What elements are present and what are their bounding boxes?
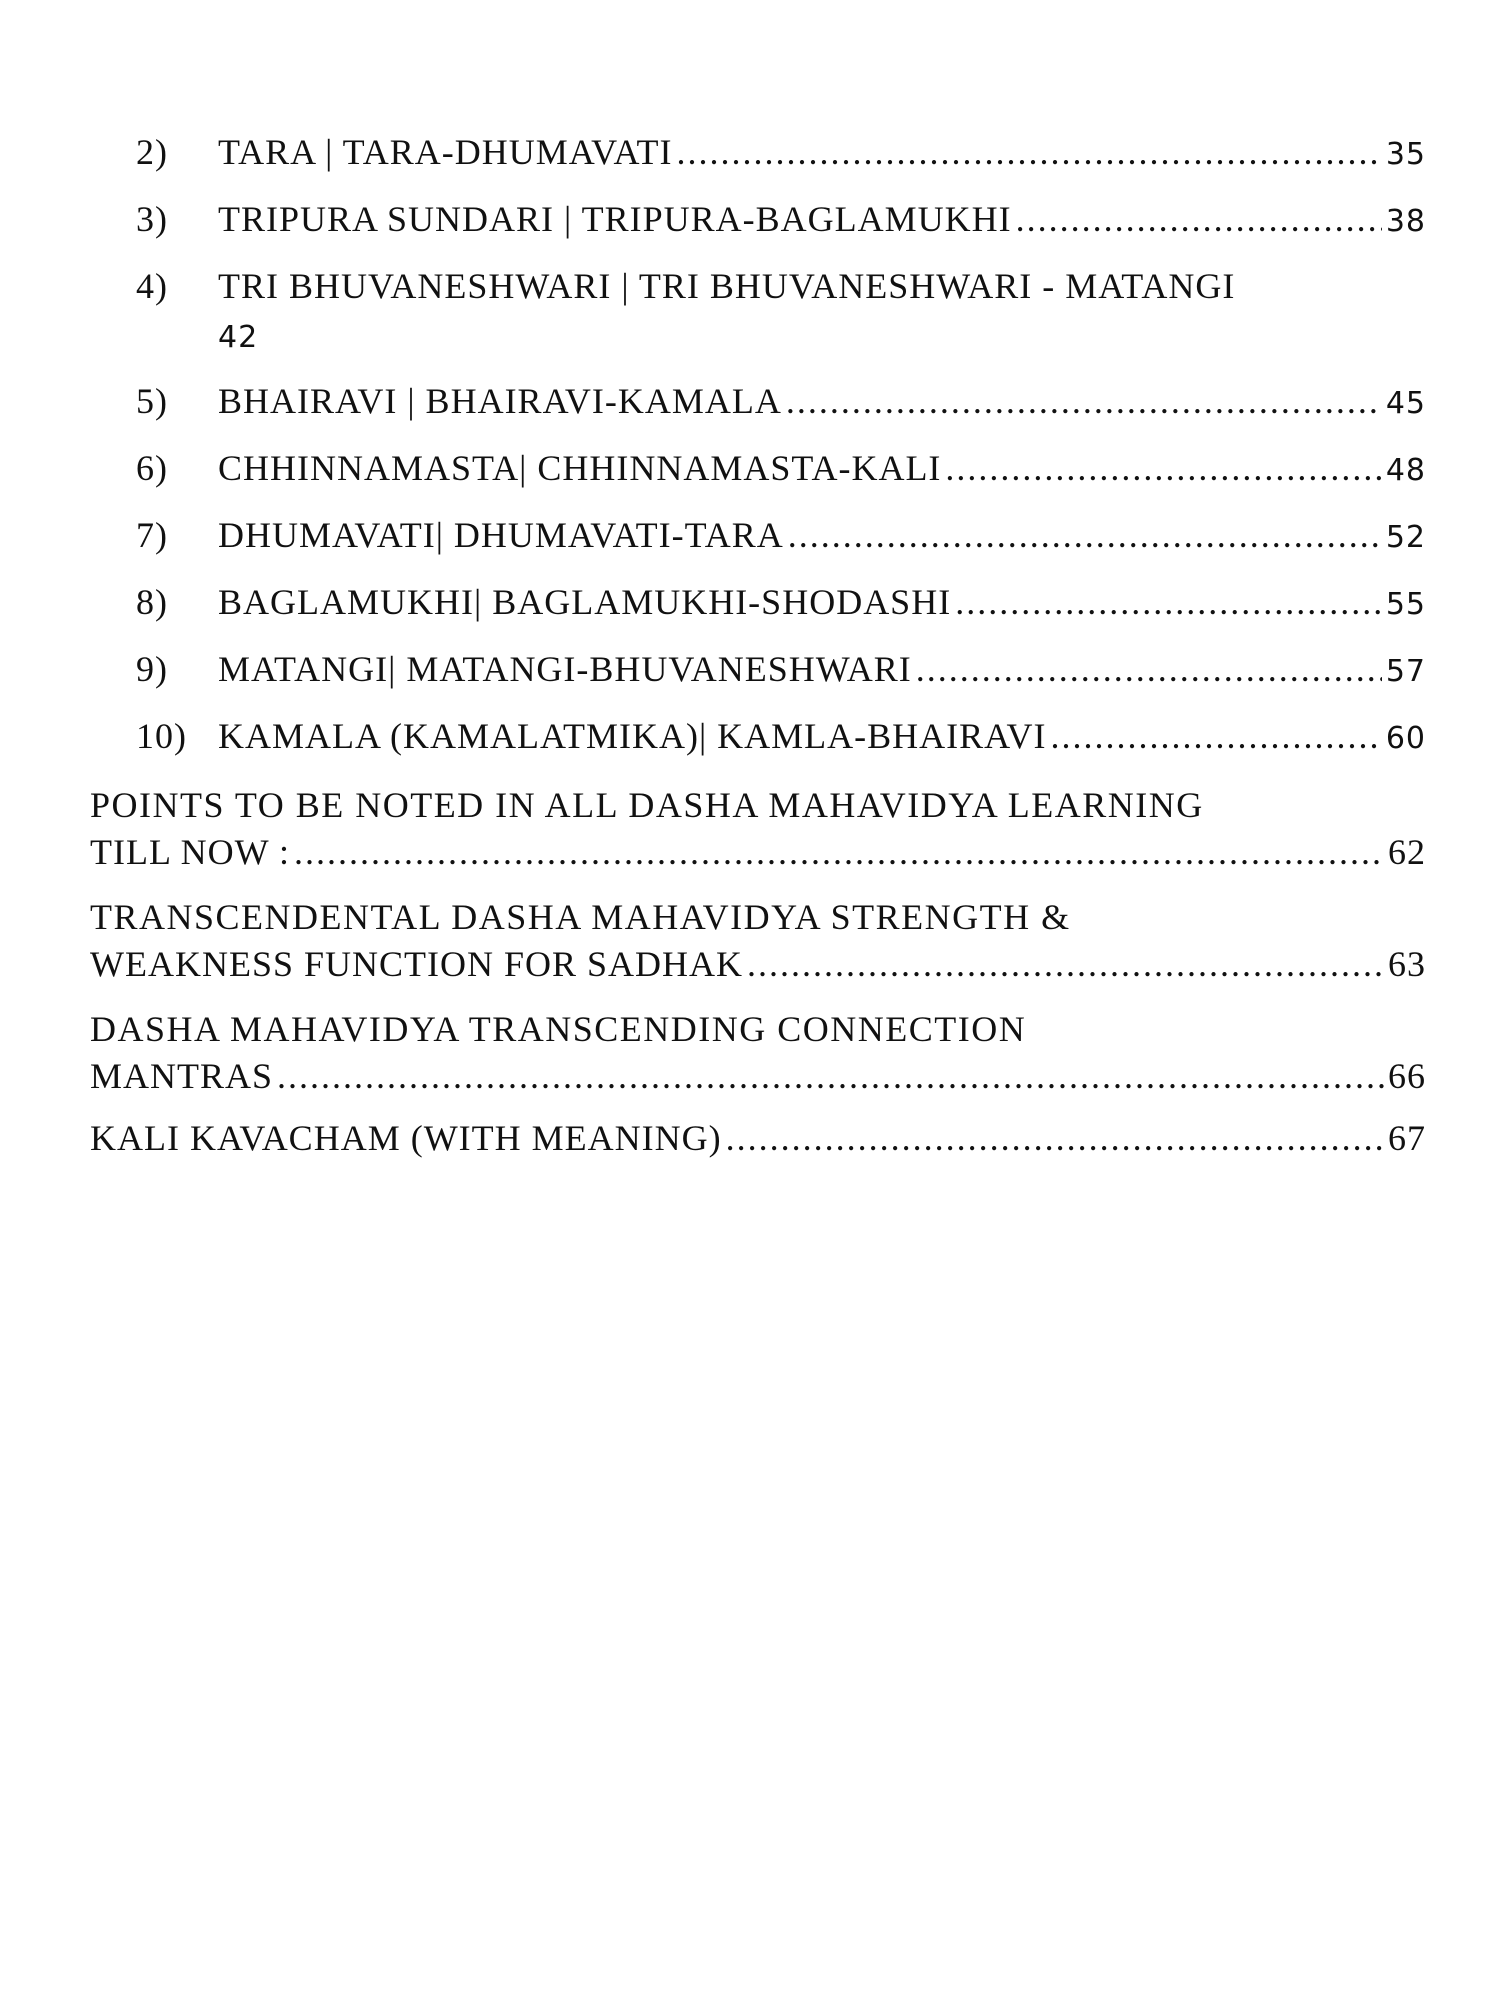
- toc-entry-kamala: [136, 718, 1426, 754]
- toc-entry-title: TRIPURA SUNDARI | TRIPURA-BAGLAMUKHI: [218, 199, 1012, 239]
- toc-entry-number: 4): [136, 266, 168, 306]
- toc-entry-matangi: [136, 651, 1426, 687]
- toc-entry-page: 62: [1388, 832, 1426, 872]
- toc-main-title: KALI KAVACHAM (WITH MEANING): [90, 1118, 722, 1158]
- leader-dots: [747, 946, 1384, 982]
- leader-dots: [677, 134, 1382, 170]
- toc-entry-page: 55: [1385, 587, 1426, 622]
- toc-entry-number: 5): [136, 381, 168, 421]
- toc-main-title-line1: POINTS TO BE NOTED IN ALL DASHA MAHAVIDYA LEARNING: [90, 785, 1204, 825]
- toc-entry-page: 57: [1385, 654, 1426, 689]
- toc-entry-page: 38: [1385, 204, 1426, 239]
- toc-entry-page: 35: [1385, 137, 1426, 172]
- toc-main-entry-points: [90, 834, 1426, 870]
- toc-entry-page: 52: [1385, 520, 1426, 555]
- toc-entry-number: 9): [136, 649, 168, 689]
- toc-entry-page: 66: [1388, 1056, 1426, 1096]
- toc-main-title-line2: MANTRAS: [90, 1056, 274, 1096]
- leader-dots: [726, 1120, 1384, 1156]
- toc-entry-page: 63: [1388, 944, 1426, 984]
- toc-main-entry-mantras: [90, 1058, 1426, 1094]
- toc-entry-number: 2): [136, 132, 168, 172]
- toc-entry-title: MATANGI| MATANGI-BHUVANESHWARI: [218, 649, 912, 689]
- toc-entry-dhumavati: [136, 517, 1426, 553]
- toc-entry-title: BHAIRAVI | BHAIRAVI-KAMALA: [218, 381, 782, 421]
- leader-dots: [277, 1058, 1384, 1094]
- leader-dots: [294, 834, 1384, 870]
- toc-entry-number: 7): [136, 515, 168, 555]
- toc-entry-chhinnamasta: [136, 450, 1426, 486]
- toc-entry-title: BAGLAMUKHI| BAGLAMUKHI-SHODASHI: [218, 582, 952, 622]
- toc-main-entry-transcendental: [90, 946, 1426, 982]
- toc-entry-baglamukhi: [136, 584, 1426, 620]
- toc-main-title-line1: DASHA MAHAVIDYA TRANSCENDING CONNECTION: [90, 1009, 1027, 1049]
- toc-entry-number: 6): [136, 448, 168, 488]
- leader-dots: [955, 584, 1382, 620]
- toc-entry-title: TARA | TARA-DHUMAVATI: [218, 132, 673, 172]
- toc-entry-number: 8): [136, 582, 168, 622]
- toc-entry-number: 3): [136, 199, 168, 239]
- toc-main-title-line2: WEAKNESS FUNCTION FOR SADHAK: [90, 944, 744, 984]
- leader-dots: [788, 517, 1382, 553]
- toc-main-entry-kali-kavacham: [90, 1120, 1426, 1156]
- toc-entry-title: KAMALA (KAMALATMIKA)| KAMLA-BHAIRAVI: [218, 716, 1047, 756]
- toc-entry-page: 42: [218, 320, 259, 355]
- leader-dots: [945, 450, 1381, 486]
- toc-entry-title: CHHINNAMASTA| CHHINNAMASTA-KALI: [218, 448, 942, 488]
- toc-entry-page: 60: [1385, 721, 1426, 756]
- leader-dots: [916, 651, 1382, 687]
- leader-dots: [786, 383, 1382, 419]
- toc-entry-bhairavi: [136, 383, 1426, 419]
- leader-dots: [1016, 201, 1382, 237]
- toc-entry-page: 67: [1388, 1118, 1426, 1158]
- toc-entry-page: 48: [1385, 453, 1426, 488]
- toc-entry-title: TRI BHUVANESHWARI | TRI BHUVANESHWARI - MATANGI: [218, 266, 1236, 306]
- toc-entry-number: 10): [136, 716, 187, 756]
- toc-entry-tripura-sundari: [136, 201, 1426, 237]
- toc-entry-page: 45: [1385, 386, 1426, 421]
- toc-entry-title: DHUMAVATI| DHUMAVATI-TARA: [218, 515, 784, 555]
- toc-entry-tri-bhuvaneshwari: [136, 268, 1426, 304]
- toc-entry-tara: [136, 134, 1426, 170]
- toc-main-title-line1: TRANSCENDENTAL DASHA MAHAVIDYA STRENGTH &: [90, 897, 1071, 937]
- leader-dots: [1051, 718, 1382, 754]
- toc-main-title-line2: TILL NOW :: [90, 832, 290, 872]
